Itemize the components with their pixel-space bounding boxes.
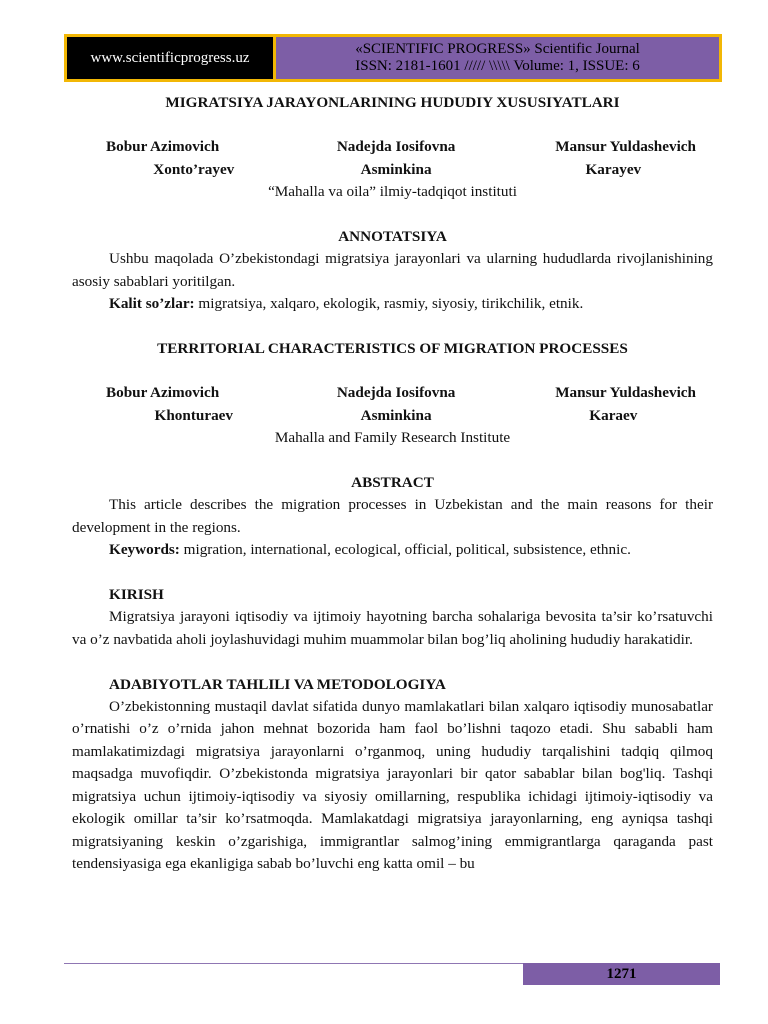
- keywords-label: Keywords:: [109, 541, 180, 559]
- section-text-intro: Migratsiya jarayoni iqtisodiy va ijtimoiy hayotning barcha sohalariga bevosita ta’sir ko’rsatuvchi va o’z navbatida aholi joylashuvidagi muhim muammolar bilan bog’liq aholining hududiy harakatidir.: [72, 608, 713, 648]
- page-number: 1271: [523, 963, 720, 985]
- author-last-name: Asminkina: [360, 406, 432, 424]
- author-2: [292, 136, 501, 181]
- author-last-name: Xonto’rayev: [153, 160, 235, 178]
- abstract-text-uz: Ushbu maqolada O’zbekistondagi migratsiya jarayonlari va ularning hududlarda rivojlanishining asosiy sabablari yoritilgan.: [72, 250, 713, 290]
- journal-header: [64, 34, 722, 82]
- article-body: [72, 92, 713, 875]
- author-last-name: Khonturaev: [154, 406, 234, 424]
- section-heading-literature: ADABIYOTLAR TAHLILI VA METODOLOGIYA: [109, 675, 446, 693]
- author-first-name: Nadejda Iosifovna: [336, 384, 456, 402]
- author-first-name: Mansur Yuldashevich: [555, 138, 696, 156]
- site-url[interactable]: www.scientificprogress.uz: [67, 37, 273, 79]
- author-3: [501, 136, 713, 181]
- keywords-uz: [72, 293, 713, 315]
- author-last-name: Asminkina: [360, 160, 432, 178]
- abstract-heading-en: ABSTRACT: [351, 474, 434, 492]
- article-title-en: TERRITORIAL CHARACTERISTICS OF MIGRATION PROCESSES: [157, 340, 628, 358]
- keywords-label: Kalit so’zlar:: [109, 295, 195, 313]
- institute-uz: “Mahalla va oila” ilmiy-tadqiqot instituti: [268, 183, 517, 201]
- article-title-uz: MIGRATSIYA JARAYONLARINING HUDUDIY XUSUSIYATLARI: [165, 94, 620, 111]
- authors-uz: [72, 136, 713, 181]
- journal-issn: ISSN: 2181-1601 ///// \\\\\ Volume: 1, ISSUE: 6: [355, 58, 640, 74]
- abstract-heading-uz: ANNOTATSIYA: [338, 228, 447, 246]
- author-first-name: Mansur Yuldashevich: [555, 384, 696, 402]
- section-text-literature: O’zbekistonning mustaqil davlat sifatida dunyo mamlakatlari bilan xalqaro iqtisodiy munosabatlar o’rnatishi o’z o’rnida jahon mehnat bozorida ham faol bo’lishni taqozo etadi. Shu sababli ham mamlakatimizdagi migratsiya jarayonlarni o’rganmoq, uning hududiy tarqalishini tadqiq qilmoq maqsadga muvofiqdir. O’zbekistonda migratsiya jarayonlari bir qator sabablar bilan bog'liq. Tashqi migratsiya uchun ijtimoiy-iqtisodiy va siyosiy omillarning, respublika ichidagi ijtimoiy-iqtisodiy va ekologik omillar ta’sir ko’rsatmoqda. Mamlakatdagi migratsiya jarayonlarning, eng ayniqsa tashqi migratsiyaning keskin o’zgarishiga, immigrantlar salmog’ining emmigrantlarga qaraganda past tendensiyasiga ega ekanligiga sabab bo’luvchi eng katta omil – bu: [72, 698, 713, 872]
- author-first-name: Bobur Azimovich: [106, 138, 220, 156]
- journal-info: [276, 37, 719, 79]
- author-first-name: Nadejda Iosifovna: [336, 138, 456, 156]
- author-last-name: Karaev: [589, 406, 638, 424]
- author-1: [72, 382, 292, 427]
- authors-en: [72, 382, 713, 427]
- author-last-name: Karayev: [585, 160, 642, 178]
- section-heading-intro: KIRISH: [109, 586, 164, 604]
- journal-title: «SCIENTIFIC PROGRESS» Scientific Journal: [355, 41, 640, 57]
- author-2: [292, 382, 501, 427]
- keywords-list: migration, international, ecological, official, political, subsistence, ethnic.: [179, 541, 631, 559]
- author-1: [72, 136, 292, 181]
- author-3: [501, 382, 713, 427]
- author-first-name: Bobur Azimovich: [106, 384, 220, 402]
- keywords-en: [72, 539, 713, 561]
- keywords-list: migratsiya, xalqaro, ekologik, rasmiy, siyosiy, tirikchilik, etnik.: [194, 295, 584, 313]
- institute-en: Mahalla and Family Research Institute: [274, 429, 511, 447]
- abstract-text-en: This article describes the migration processes in Uzbekistan and the main reasons for their development in the regions.: [72, 496, 713, 536]
